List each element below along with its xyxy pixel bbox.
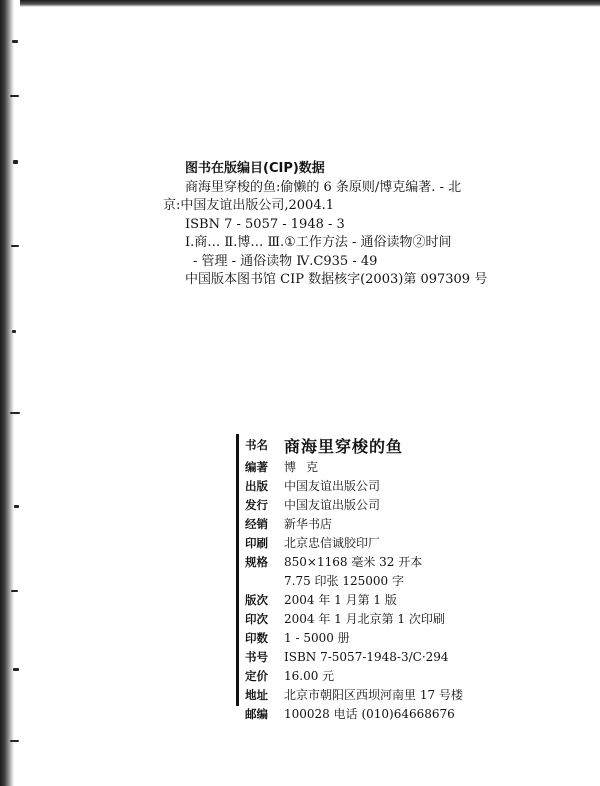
colophon-row-distributor [236, 495, 566, 514]
colophon-value: ISBN 7-5057-1948-3/C·294 [284, 649, 449, 664]
colophon-value: 1 - 5000 册 [284, 631, 350, 645]
colophon-label: 规格 [245, 554, 268, 569]
cip-data-block [163, 160, 533, 290]
colophon-value: 博克 [284, 460, 329, 474]
colophon-value: 7.75 印张 125000 字 [284, 574, 404, 588]
colophon-row-printer [236, 533, 566, 552]
colophon-label: 经销 [245, 516, 268, 531]
colophon-value: 2004 年 1 月北京第 1 次印刷 [284, 612, 445, 626]
colophon-row-printing [236, 609, 566, 628]
colophon-label: 邮编 [245, 706, 268, 721]
cip-line: 商海里穿梭的鱼:偷懒的 6 条原则/博克编著. - 北 [185, 179, 462, 195]
colophon-value: 850×1168 毫米 32 开本 [284, 555, 423, 569]
colophon-row-format [236, 552, 566, 571]
colophon-label: 定价 [245, 668, 268, 683]
colophon-label: 印次 [245, 611, 268, 626]
scan-noise [10, 0, 40, 786]
colophon-value: 中国友谊出版公司 [284, 479, 381, 493]
colophon-row-isbn [236, 647, 566, 666]
book-title: 商海里穿梭的鱼 [284, 436, 404, 456]
colophon-row-author [236, 457, 566, 476]
colophon-row-postcode [236, 704, 566, 723]
colophon-label: 编著 [245, 459, 268, 474]
colophon-row-title [236, 433, 566, 457]
colophon-label: 出版 [245, 478, 268, 493]
colophon-row-sheets [236, 571, 566, 590]
colophon-row-address [236, 685, 566, 704]
cip-title: 图书在版编目(CIP)数据 [185, 161, 325, 176]
colophon-label: 印数 [245, 630, 268, 645]
colophon-row-edition [236, 590, 566, 609]
colophon-value: 中国友谊出版公司 [284, 498, 381, 512]
colophon-label: 版次 [245, 592, 268, 607]
colophon-value: 北京忠信诚胶印厂 [284, 536, 381, 550]
cip-line: ISBN 7 - 5057 - 1948 - 3 [185, 216, 345, 232]
colophon-value: 16.00 元 [284, 669, 335, 683]
scan-top-edge [20, 0, 600, 7]
colophon-row-price [236, 666, 566, 685]
colophon-label: 书名 [245, 438, 268, 452]
colophon-value: 2004 年 1 月第 1 版 [284, 593, 397, 607]
cip-line: - 管理 - 通俗读物 Ⅳ.C935 - 49 [193, 253, 378, 269]
colophon-label: 地址 [245, 687, 268, 702]
colophon-block [236, 433, 566, 723]
colophon-label: 发行 [245, 497, 268, 512]
colophon-value: 100028 电话 (010)64668676 [284, 707, 455, 721]
colophon-value: 北京市朝阳区西坝河南里 17 号楼 [284, 688, 463, 702]
cip-line: Ⅰ.商… Ⅱ.博… Ⅲ.①工作方法 - 通俗读物②时间 [185, 235, 452, 250]
colophon-row-seller [236, 514, 566, 533]
cip-line: 中国版本图书馆 CIP 数据核字(2003)第 097309 号 [185, 272, 488, 287]
colophon-row-publisher [236, 476, 566, 495]
colophon-label: 书号 [245, 649, 268, 664]
cip-line: 京:中国友谊出版公司,2004.1 [163, 198, 334, 213]
colophon-value: 新华书店 [284, 517, 333, 531]
colophon-label: 印刷 [245, 535, 268, 550]
colophon-row-print-run [236, 628, 566, 647]
